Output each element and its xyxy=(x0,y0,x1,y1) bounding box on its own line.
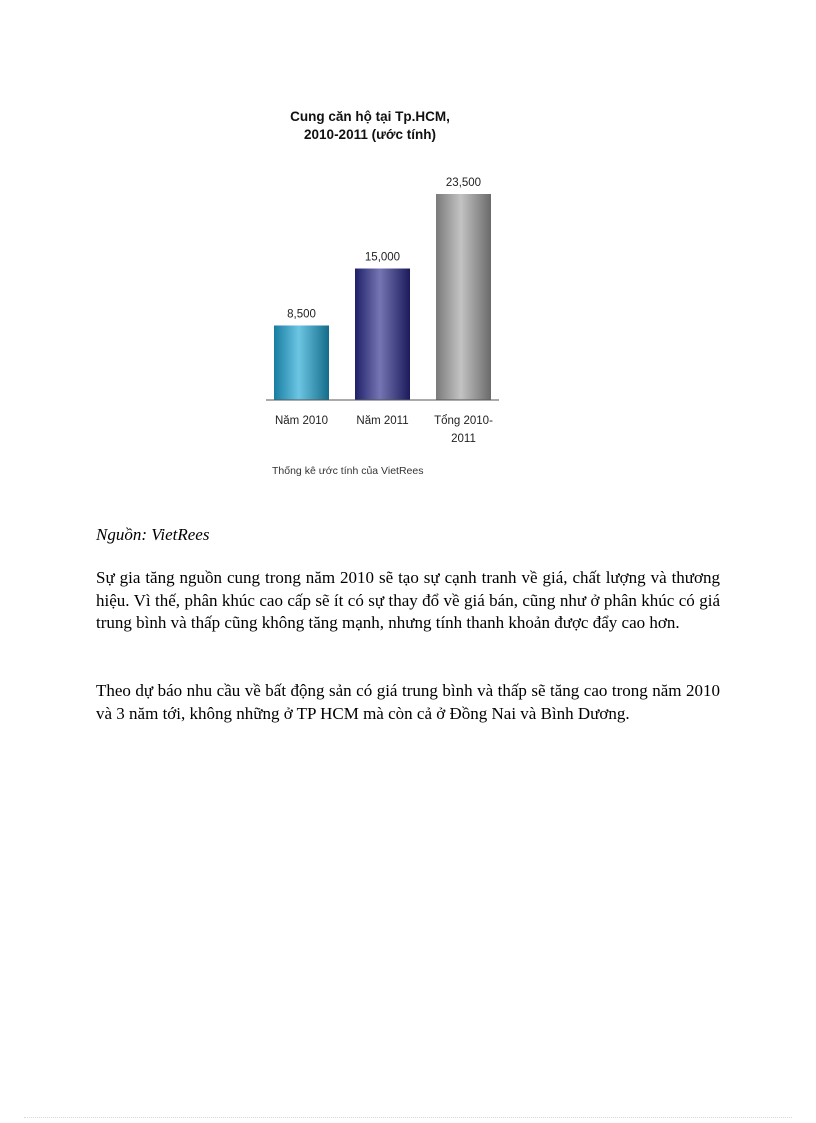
bar-3 xyxy=(436,194,491,400)
bar-value-label-1: 8,500 xyxy=(287,308,316,321)
chart-source-note: Thống kê ước tính của VietRees xyxy=(272,465,424,477)
category-label-3: Tổng 2010-2011 xyxy=(434,415,493,445)
bar-chart xyxy=(250,100,510,490)
bar-1 xyxy=(274,325,329,400)
category-labels xyxy=(275,415,493,445)
category-label-1: Năm 2010 xyxy=(274,415,329,427)
figure-source-caption: Nguồn: VietRees xyxy=(96,525,210,544)
chart-title-line-1: Cung căn hộ tại Tp.HCM, xyxy=(290,109,450,124)
page-bottom-rule xyxy=(24,1117,792,1118)
bar-value-label-2: 15,000 xyxy=(364,251,401,264)
chart-title-line-2: 2010-2011 (ước tính) xyxy=(304,127,436,142)
category-label-2: Năm 2011 xyxy=(356,415,409,427)
body-paragraph-1: Sự gia tăng nguồn cung trong năm 2010 sẽ tạo sự cạnh tranh về giá, chất lượng và thương hiệu. Vì thế, phân khúc cao cấp sẽ ít có sự thay đổ về giá bán, cũng như ở phân khúc có giá trung bình và thấp cũng không tăng mạnh, nhưng tính thanh khoản được đẩy cao hơn. xyxy=(96,568,720,633)
bar-value-label-3: 23,500 xyxy=(445,177,482,189)
body-paragraph-2: Theo dự báo nhu cầu về bất động sản có giá trung bình và thấp sẽ tăng cao trong năm 2010 và 3 năm tới, không những ở TP HCM mà còn cả ở Đồng Nai và Bình Dương. xyxy=(96,681,720,723)
chart-canvas xyxy=(250,100,510,490)
chart-bars xyxy=(274,194,491,400)
bar-2 xyxy=(355,269,410,400)
